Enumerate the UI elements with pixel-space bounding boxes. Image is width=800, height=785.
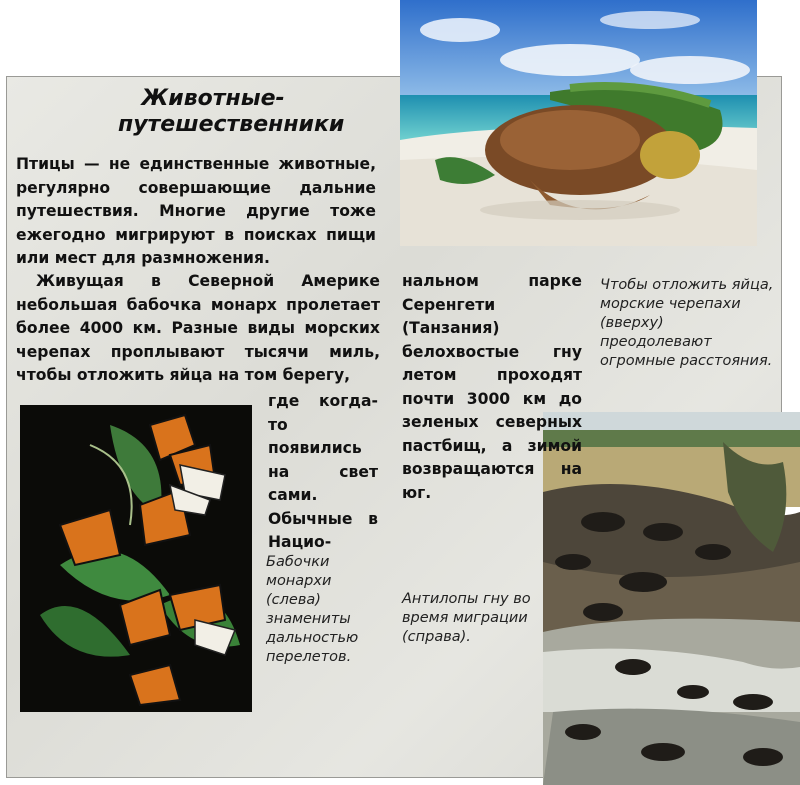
intro-text: Птицы — не единственные животные, регулярно совершающие дальние путешествия. Многие другие тоже ежегодно мигрируют в поисках пищи или мест для размножения.: [16, 155, 376, 267]
column-1: [16, 270, 380, 388]
intro-paragraph: [16, 153, 376, 271]
article-title: Животные-путешественники: [118, 86, 345, 137]
column-1-continued: где когда-то появились на свет сами. Обычные в Нацио-: [268, 392, 378, 551]
butterflies-photo: [20, 405, 252, 712]
turtle-caption: Чтобы отложить яйца, морские черепахи (вверху) преодолевают огромные расстояния.: [600, 277, 774, 369]
turtle-photo: [400, 0, 757, 246]
butterflies-caption: Бабочки монархи (слева) знамениты дальностью перелетов.: [266, 554, 359, 665]
gnu-caption: Антилопы гну во время миграции (справа).: [402, 591, 531, 645]
column-1-text: Живущая в Северной Америке небольшая бабочка монарх пролетает более 4000 км. Разные виды морских черепах проплывают тысячи миль, чтобы отложить яйца на том берегу,: [16, 272, 380, 384]
column-2: нальном парке Серенгети (Танзания) белохвостые гну летом проходят почти 3000 км до зеленых северных пастбищ, а зимой возвращаются на юг.: [402, 272, 582, 502]
